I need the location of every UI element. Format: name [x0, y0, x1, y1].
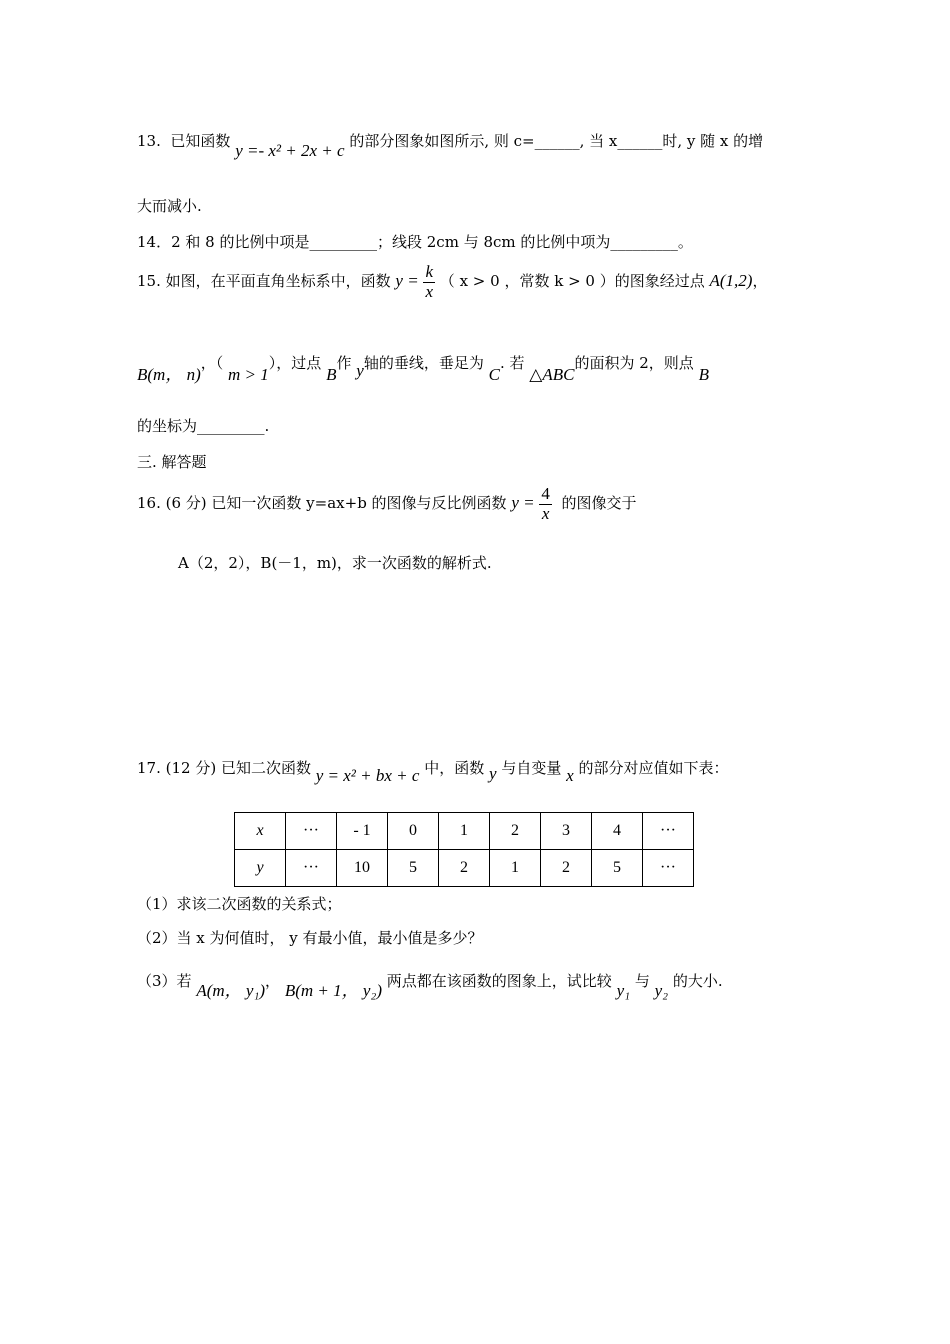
table-cell: 2	[541, 850, 592, 887]
table-cell: ···	[286, 813, 337, 850]
table-cell: ···	[643, 813, 694, 850]
q16-func-lhs: y =	[511, 493, 535, 513]
q15-C: C	[488, 365, 500, 384]
q17-part2: （2）当 x 为何值时， y 有最小值，最小值是多少？	[137, 929, 483, 947]
q14-text-mid: ；线段 2cm 与 8cm 的比例中项为	[376, 233, 611, 251]
table-cell: y	[235, 850, 286, 887]
table-cell: 3	[541, 813, 592, 850]
q15-comma: ，	[752, 272, 768, 291]
table-cell: 1	[439, 813, 490, 850]
q15-m-cond: m > 1	[228, 365, 269, 384]
q17-p3-comma: ，	[265, 972, 281, 990]
q17-and-text: 与自变量	[501, 759, 562, 777]
q13-text-mid: 的部分图象如图所示, 则 c=	[349, 132, 535, 150]
q13-number: 13.	[137, 132, 161, 150]
table-cell: 10	[337, 850, 388, 887]
q15-y: y	[356, 361, 364, 380]
q15-area-text: 的面积为 2，则点	[574, 354, 694, 372]
q15-line2	[137, 348, 709, 384]
table-row-x	[235, 813, 694, 850]
q16-func-den: x	[541, 503, 550, 523]
q17-p3-end: 的大小.	[672, 972, 723, 990]
table-cell: 2	[439, 850, 490, 887]
q17-mid: 中，函数	[424, 759, 485, 777]
q17-p3-pointB: B(m + 1， y₂)	[284, 981, 382, 1000]
q17-part1: （1）求该二次函数的关系式；	[137, 895, 342, 913]
q15-zuo: 作	[336, 354, 352, 372]
q15-B2: B	[698, 365, 709, 384]
table-cell: 5	[388, 850, 439, 887]
q15-coord-text: 的坐标为	[137, 417, 198, 435]
table-cell: ···	[286, 850, 337, 887]
q17-x: x	[566, 766, 574, 785]
q14-prefix: 14．2 和 8 的比例中项是	[137, 233, 310, 251]
q17-part3	[137, 966, 723, 1000]
q15-cond3: ），过点	[268, 354, 322, 372]
q15-end: .	[264, 417, 270, 435]
q17-p3-y1: y₁	[616, 981, 631, 1000]
q13-prefix: 已知函数	[170, 132, 231, 150]
q13-line1	[137, 130, 764, 160]
table-cell: x	[235, 813, 286, 850]
q17-p3-prefix: （3）若	[137, 972, 192, 990]
q14-blank-1: _________	[309, 233, 377, 251]
q14-line	[137, 231, 693, 252]
table-cell: ···	[643, 850, 694, 887]
q16-line2: A（2，2），B(－1，m)，求一次函数的解析式.	[178, 554, 492, 572]
q13-blank-c: ______	[534, 132, 580, 150]
table-cell: - 1	[337, 813, 388, 850]
table-cell: 0	[388, 813, 439, 850]
q17-prefix: 17. (12 分) 已知二次函数	[137, 759, 311, 777]
q17-line1	[137, 757, 729, 785]
q15-line3	[137, 415, 269, 436]
q15-line1	[137, 263, 767, 301]
q15-prefix: 15. 如图，在平面直角坐标系中，函数	[137, 272, 391, 291]
table-cell: 5	[592, 850, 643, 887]
q16-post: 的图像交于	[561, 494, 637, 513]
q15-pointA: A(1,2)	[709, 271, 753, 291]
q15-func-den: x	[425, 281, 434, 301]
q17-p3-y2: y₂	[654, 981, 669, 1000]
q13-text-2: , 当 x	[579, 132, 618, 150]
section-heading: 三. 解答题	[137, 453, 207, 471]
q15-cond1: （ x > 0 ，常数 k > 0 ）的图象经过点	[439, 272, 705, 291]
table-cell: 1	[490, 850, 541, 887]
q16-line1	[137, 485, 636, 523]
q17-p3-pointA: A(m， y₁)	[196, 981, 266, 1000]
q13-formula: y =- x² + 2x + c	[235, 141, 345, 160]
q13-line2: 大而减小.	[137, 197, 202, 215]
q15-func-frac	[423, 263, 435, 301]
q17-y: y	[489, 764, 497, 783]
q16-func-frac	[539, 485, 552, 523]
q17-p3-mid: 两点都在该函数的图象上，试比较	[386, 972, 612, 990]
q14-end: 。	[677, 233, 693, 251]
q14-blank-2: _________	[610, 233, 678, 251]
q15-B: B	[326, 365, 337, 384]
q17-value-table	[234, 812, 694, 887]
q13-text-3: 时, y 随 x 的增	[662, 132, 764, 150]
table-row-y	[235, 850, 694, 887]
q15-cond2: ，（	[200, 354, 224, 372]
table-cell: 4	[592, 813, 643, 850]
q17-formula: y = x² + bx + c	[315, 766, 420, 785]
q15-func-lhs: y =	[395, 271, 419, 291]
q13-blank-x: ______	[617, 132, 663, 150]
q16-prefix: 16. (6 分) 已知一次函数 y=ax+b 的图像与反比例函数	[137, 494, 507, 513]
q17-p3-and: 与	[634, 972, 650, 990]
q15-blank: _________	[197, 417, 265, 435]
q17-post: 的部分对应值如下表：	[578, 759, 729, 777]
q15-func-num: k	[425, 262, 434, 281]
q15-triangle: △ABC	[529, 365, 575, 384]
q15-axis-text: 轴的垂线，垂足为	[363, 354, 484, 372]
q15-pointB: B(m， n)	[137, 365, 201, 384]
q15-ruo: . 若	[499, 354, 525, 372]
table-cell: 2	[490, 813, 541, 850]
q16-func-num: 4	[541, 484, 550, 503]
